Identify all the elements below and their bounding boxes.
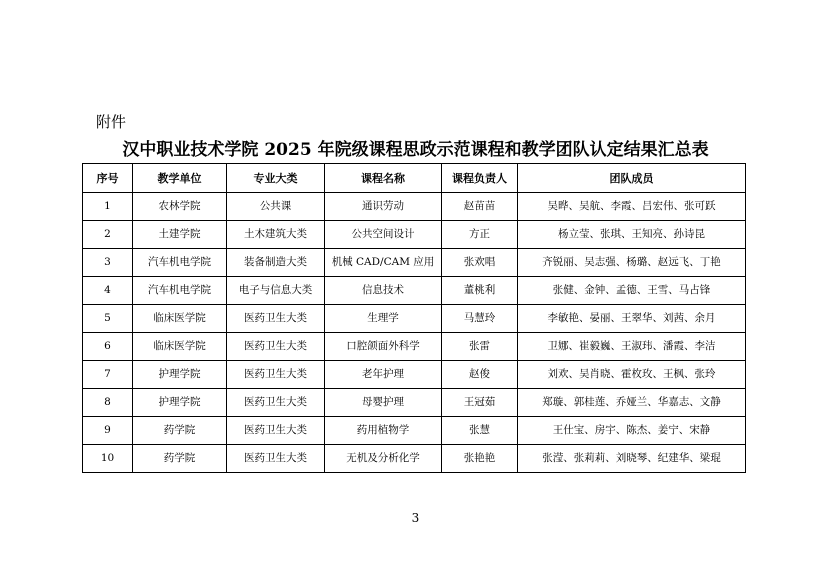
attachment-label: 附件: [96, 113, 127, 131]
cell-unit: 汽车机电学院: [133, 249, 227, 277]
cell-unit: 临床医学院: [133, 305, 227, 333]
cell-index: 1: [83, 193, 133, 221]
table-row: [83, 417, 746, 445]
header-members: 团队成员: [518, 164, 746, 193]
cell-unit: 农林学院: [133, 193, 227, 221]
cell-major: 土木建筑大类: [227, 221, 325, 249]
cell-leader: 张慧: [442, 417, 518, 445]
cell-leader: 赵苗苗: [442, 193, 518, 221]
cell-major: 医药卫生大类: [227, 445, 325, 473]
cell-course: 生理学: [325, 305, 442, 333]
table-row: [83, 277, 746, 305]
cell-course: 公共空间设计: [325, 221, 442, 249]
table-row: [83, 445, 746, 473]
cell-unit: 药学院: [133, 445, 227, 473]
cell-members: 张健、金钟、孟德、王雪、马占锋: [518, 277, 746, 305]
cell-members: 李敏艳、晏丽、王翠华、刘茜、余月: [518, 305, 746, 333]
cell-leader: 张雷: [442, 333, 518, 361]
cell-members: 吴晔、吴航、李霞、吕宏伟、张可跃: [518, 193, 746, 221]
header-major: 专业大类: [227, 164, 325, 193]
cell-index: 8: [83, 389, 133, 417]
cell-leader: 马慧玲: [442, 305, 518, 333]
table-row: [83, 361, 746, 389]
header-course: 课程名称: [325, 164, 442, 193]
cell-course: 无机及分析化学: [325, 445, 442, 473]
cell-leader: 张艳艳: [442, 445, 518, 473]
table-row: [83, 333, 746, 361]
cell-members: 卫娜、崔毅巍、王淑玮、潘霞、李洁: [518, 333, 746, 361]
cell-members: 刘欢、吴肖晓、霍枚玫、王枫、张玲: [518, 361, 746, 389]
cell-unit: 土建学院: [133, 221, 227, 249]
cell-members: 齐锐丽、吴志强、杨璐、赵远飞、丁艳: [518, 249, 746, 277]
cell-leader: 方正: [442, 221, 518, 249]
table-row: [83, 305, 746, 333]
header-index: 序号: [83, 164, 133, 193]
cell-unit: 护理学院: [133, 361, 227, 389]
table-row: [83, 249, 746, 277]
cell-course: 通识劳动: [325, 193, 442, 221]
cell-major: 电子与信息大类: [227, 277, 325, 305]
cell-unit: 护理学院: [133, 389, 227, 417]
page-number: 3: [411, 511, 420, 525]
cell-index: 4: [83, 277, 133, 305]
table-row: [83, 389, 746, 417]
cell-leader: 王冠茹: [442, 389, 518, 417]
cell-leader: 赵俊: [442, 361, 518, 389]
cell-course: 口腔颌面外科学: [325, 333, 442, 361]
cell-major: 公共课: [227, 193, 325, 221]
table-row: [83, 193, 746, 221]
cell-members: 王仕宝、房宇、陈杰、姜宁、宋静: [518, 417, 746, 445]
cell-index: 7: [83, 361, 133, 389]
cell-major: 医药卫生大类: [227, 305, 325, 333]
cell-unit: 临床医学院: [133, 333, 227, 361]
table-header-row: [83, 164, 746, 193]
cell-index: 5: [83, 305, 133, 333]
cell-course: 信息技术: [325, 277, 442, 305]
cell-members: 郑璇、郭桂莲、乔娅兰、华嘉志、文静: [518, 389, 746, 417]
cell-index: 9: [83, 417, 133, 445]
cell-unit: 药学院: [133, 417, 227, 445]
cell-major: 医药卫生大类: [227, 333, 325, 361]
cell-index: 3: [83, 249, 133, 277]
cell-members: 杨立莹、张琪、王知亮、孙诗昆: [518, 221, 746, 249]
cell-major: 医药卫生大类: [227, 417, 325, 445]
cell-members: 张滢、张莉莉、刘晓琴、纪建华、梁琨: [518, 445, 746, 473]
cell-unit: 汽车机电学院: [133, 277, 227, 305]
cell-course: 机械 CAD/CAM 应用: [325, 249, 442, 277]
cell-course: 药用植物学: [325, 417, 442, 445]
cell-course: 老年护理: [325, 361, 442, 389]
cell-index: 10: [83, 445, 133, 473]
summary-table: [82, 163, 746, 473]
cell-major: 医药卫生大类: [227, 389, 325, 417]
header-unit: 教学单位: [133, 164, 227, 193]
header-leader: 课程负责人: [442, 164, 518, 193]
document-title: 汉中职业技术学院 2025 年院级课程思政示范课程和教学团队认定结果汇总表: [122, 140, 709, 160]
cell-leader: 董桃利: [442, 277, 518, 305]
cell-leader: 张欢唱: [442, 249, 518, 277]
cell-index: 2: [83, 221, 133, 249]
cell-course: 母婴护理: [325, 389, 442, 417]
cell-index: 6: [83, 333, 133, 361]
cell-major: 装备制造大类: [227, 249, 325, 277]
table-row: [83, 221, 746, 249]
cell-major: 医药卫生大类: [227, 361, 325, 389]
